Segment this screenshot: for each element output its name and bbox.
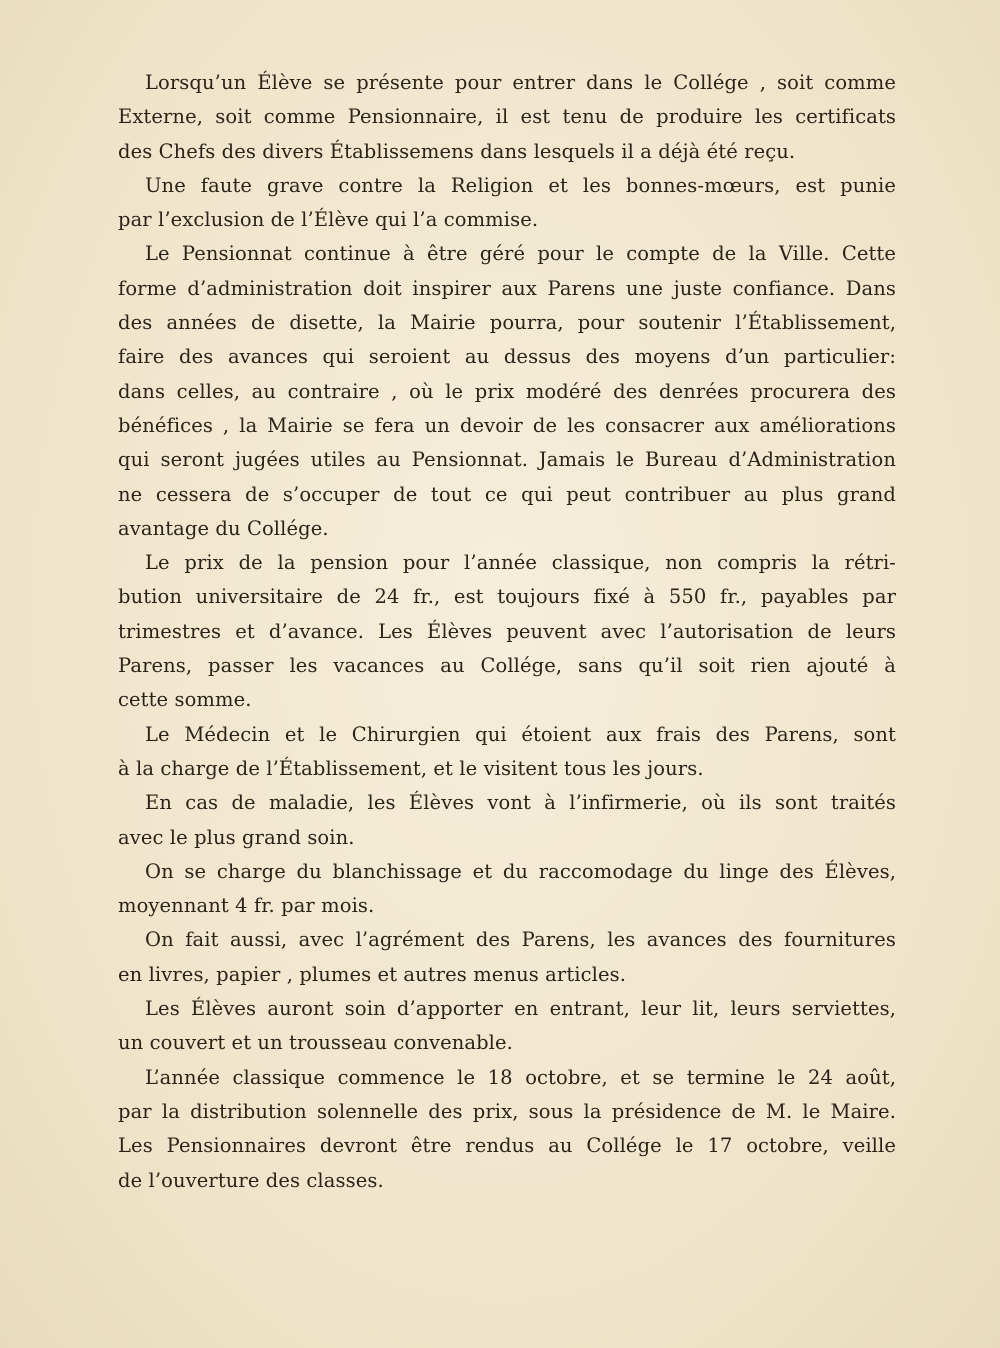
text-line: moyennant 4 fr. par mois. bbox=[118, 894, 375, 918]
text-line: en livres, papier , plumes et autres menus articles. bbox=[118, 962, 626, 986]
text-line: cette somme. bbox=[118, 688, 252, 712]
text-line: En cas de maladie, les Élèves vont à l’infirmerie, où ils sont traités bbox=[145, 791, 896, 815]
text-line: Le Pensionnat continue à être géré pour le compte de la Ville. Cette bbox=[145, 242, 896, 266]
text-line: un couvert et un trousseau convenable. bbox=[118, 1031, 513, 1055]
text-line: trimestres et d’avance. Les Élèves peuvent avec l’autorisation de leurs bbox=[118, 619, 896, 643]
text-line: bénéfices , la Mairie se fera un devoir de les consacrer aux améliorations bbox=[118, 413, 896, 437]
text-line: Lorsqu’un Élève se présente pour entrer dans le Collége , soit comme bbox=[145, 71, 896, 94]
text-line: Une faute grave contre la Religion et les bonnes-mœurs, est punie bbox=[145, 173, 896, 197]
document-body bbox=[118, 66, 896, 1198]
text-line: par l’exclusion de l’Élève qui l’a commise. bbox=[118, 208, 539, 232]
text-line: faire des avances qui seroient au dessus des moyens d’un particulier: bbox=[118, 345, 896, 369]
text-line: avantage du Collége. bbox=[118, 516, 329, 540]
text-line: Les Élèves auront soin d’apporter en entrant, leur lit, leurs serviettes, bbox=[145, 997, 896, 1021]
text-line: par la distribution solennelle des prix, sous la présidence de M. le Maire. bbox=[118, 1099, 896, 1123]
text-line: Le prix de la pension pour l’année classique, non compris la rétri- bbox=[145, 551, 896, 575]
text-line: des années de disette, la Mairie pourra, pour soutenir l’Établissement, bbox=[118, 311, 896, 335]
text-line: de l’ouverture des classes. bbox=[118, 1168, 384, 1192]
text-line: avec le plus grand soin. bbox=[118, 825, 355, 849]
text-line: Parens, passer les vacances au Collége, sans qu’il soit rien ajouté à bbox=[118, 654, 896, 678]
text-line: ne cessera de s’occuper de tout ce qui peut contribuer au plus grand bbox=[118, 482, 896, 506]
text-line: Externe, soit comme Pensionnaire, il est tenu de produire les certificats bbox=[118, 105, 896, 129]
text-line: dans celles, au contraire , où le prix modéré des denrées procurera des bbox=[118, 379, 896, 403]
text-line: On fait aussi, avec l’agrément des Parens, les avances des fournitures bbox=[145, 928, 896, 952]
text-line: L’année classique commence le 18 octobre, et se termine le 24 août, bbox=[145, 1065, 896, 1089]
text-line: Les Pensionnaires devront être rendus au Collége le 17 octobre, veille bbox=[118, 1134, 896, 1158]
text-line: à la charge de l’Établissement, et le visitent tous les jours. bbox=[118, 756, 704, 780]
text-line: qui seront jugées utiles au Pensionnat. Jamais le Bureau d’Administration bbox=[118, 448, 896, 472]
text-line: On se charge du blanchissage et du raccomodage du linge des Élèves, bbox=[145, 859, 896, 883]
text-line: Le Médecin et le Chirurgien qui étoient aux frais des Parens, sont bbox=[145, 722, 896, 746]
text-line: forme d’administration doit inspirer aux Parens une juste confiance. Dans bbox=[118, 276, 896, 300]
text-line: bution universitaire de 24 fr., est toujours fixé à 550 fr., payables par bbox=[118, 585, 896, 609]
text-line: des Chefs des divers Établissemens dans lesquels il a déjà été reçu. bbox=[118, 139, 796, 163]
